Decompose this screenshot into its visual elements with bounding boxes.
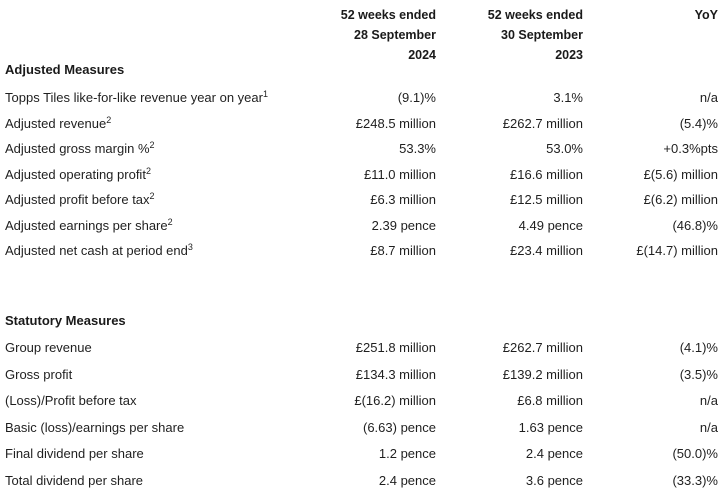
value-yoy: (3.5)% <box>679 366 718 382</box>
value-2024: (6.63) pence <box>363 419 436 435</box>
row-label-text: Group revenue <box>5 340 92 355</box>
footnote-marker: 2 <box>106 114 112 125</box>
row-label <box>5 189 155 211</box>
row-label-text: Final dividend per share <box>5 446 144 461</box>
col-header-2024-line1: 52 weeks ended <box>340 8 436 22</box>
row-label <box>5 337 92 359</box>
value-2023: £139.2 million <box>502 366 583 382</box>
value-2023: £16.6 million <box>510 166 583 182</box>
value-2024: 2.39 pence <box>371 217 436 233</box>
value-yoy: +0.3%pts <box>663 141 718 156</box>
table-row <box>0 390 725 412</box>
value-yoy: (33.3)% <box>672 472 718 488</box>
value-yoy: £(6.2) million <box>643 192 718 207</box>
value-2024: £8.7 million <box>370 243 436 258</box>
col-header-2023-line2: 30 September <box>501 28 583 42</box>
table-row <box>0 138 725 160</box>
value-2023: 3.1% <box>553 90 583 105</box>
value-2024: £11.0 million <box>363 166 436 182</box>
value-2024: £6.3 million <box>370 192 436 207</box>
table-row <box>0 337 725 359</box>
row-label <box>5 240 193 262</box>
footnote-marker: 3 <box>187 242 193 252</box>
value-2023: £262.7 million <box>502 340 583 355</box>
table-row <box>0 443 725 465</box>
row-label-text: Total dividend per share <box>5 472 144 488</box>
value-2023: 2.4 pence <box>525 446 583 461</box>
table-row <box>0 470 725 492</box>
section-title-adjusted: Adjusted Measures <box>5 62 125 77</box>
value-yoy: (4.1)% <box>679 340 718 355</box>
row-label-text: Adjusted operating profit <box>5 166 146 182</box>
col-header-2023-line3: 2023 <box>555 48 583 62</box>
value-yoy: (5.4)% <box>679 115 718 131</box>
row-label <box>5 215 173 237</box>
row-label <box>5 87 268 109</box>
value-2024: £134.3 million <box>355 366 436 382</box>
value-2024: £248.5 million <box>355 115 436 131</box>
value-2024: £(16.2) million <box>354 393 436 408</box>
col-header-yoy-label: YoY <box>694 8 718 22</box>
table-row <box>0 417 725 439</box>
footnote-marker: 2 <box>145 165 151 176</box>
value-yoy: n/a <box>699 419 718 435</box>
value-yoy: (50.0)% <box>672 446 718 461</box>
row-label-text: Adjusted profit before tax <box>5 192 150 207</box>
table-row <box>0 87 725 109</box>
value-2023: 3.6 pence <box>525 472 583 488</box>
value-2023: £262.7 million <box>502 115 583 131</box>
value-yoy: n/a <box>699 393 718 408</box>
row-label-text: Basic (loss)/earnings per share <box>5 419 185 435</box>
table-row <box>0 240 725 262</box>
table-row <box>0 113 725 135</box>
col-header-yoy <box>695 5 718 25</box>
col-header-2024 <box>341 5 436 65</box>
section-title-statutory: Statutory Measures <box>5 313 126 328</box>
value-2024: 1.2 pence <box>378 446 436 461</box>
row-label <box>5 138 155 160</box>
footnote-marker: 2 <box>167 216 173 227</box>
value-2023: £6.8 million <box>517 393 583 408</box>
value-2023: 53.0% <box>546 141 583 156</box>
value-2024: 53.3% <box>399 141 436 156</box>
row-label-text: Adjusted net cash at period end <box>5 243 188 258</box>
value-2023: £12.5 million <box>510 192 583 207</box>
value-2024: £251.8 million <box>355 340 436 355</box>
row-label-text: Topps Tiles like-for-like revenue year on year <box>5 90 263 105</box>
value-2024: 2.4 pence <box>378 472 436 488</box>
value-yoy: £(14.7) million <box>636 243 718 258</box>
row-label <box>5 417 184 439</box>
row-label-text: Adjusted gross margin % <box>5 141 150 156</box>
row-label <box>5 443 144 465</box>
row-label-text: Adjusted earnings per share <box>5 217 168 233</box>
row-label-text: (Loss)/Profit before tax <box>5 393 137 408</box>
col-header-2024-line3: 2024 <box>408 48 436 62</box>
table-row <box>0 164 725 186</box>
row-label-text: Adjusted revenue <box>5 115 107 131</box>
col-header-2023 <box>488 5 583 65</box>
value-2024: (9.1)% <box>397 90 436 105</box>
row-label-text: Gross profit <box>5 366 73 382</box>
value-2023: 4.49 pence <box>518 217 583 233</box>
table-row <box>0 364 725 386</box>
table-row <box>0 189 725 211</box>
value-yoy: £(5.6) million <box>643 166 718 182</box>
col-header-2023-line1: 52 weeks ended <box>487 8 583 22</box>
row-label <box>5 470 143 492</box>
value-2023: £23.4 million <box>510 243 583 258</box>
footnote-marker: 2 <box>149 140 155 150</box>
row-label <box>5 164 151 186</box>
value-yoy: (46.8)% <box>672 217 718 233</box>
value-2023: 1.63 pence <box>518 419 583 435</box>
col-header-2024-line2: 28 September <box>354 28 436 42</box>
table-row <box>0 215 725 237</box>
row-label <box>5 390 137 412</box>
footnote-marker: 2 <box>149 191 155 201</box>
value-yoy: n/a <box>699 90 718 105</box>
row-label <box>5 364 72 386</box>
footnote-marker: 1 <box>262 89 268 99</box>
row-label <box>5 113 111 135</box>
